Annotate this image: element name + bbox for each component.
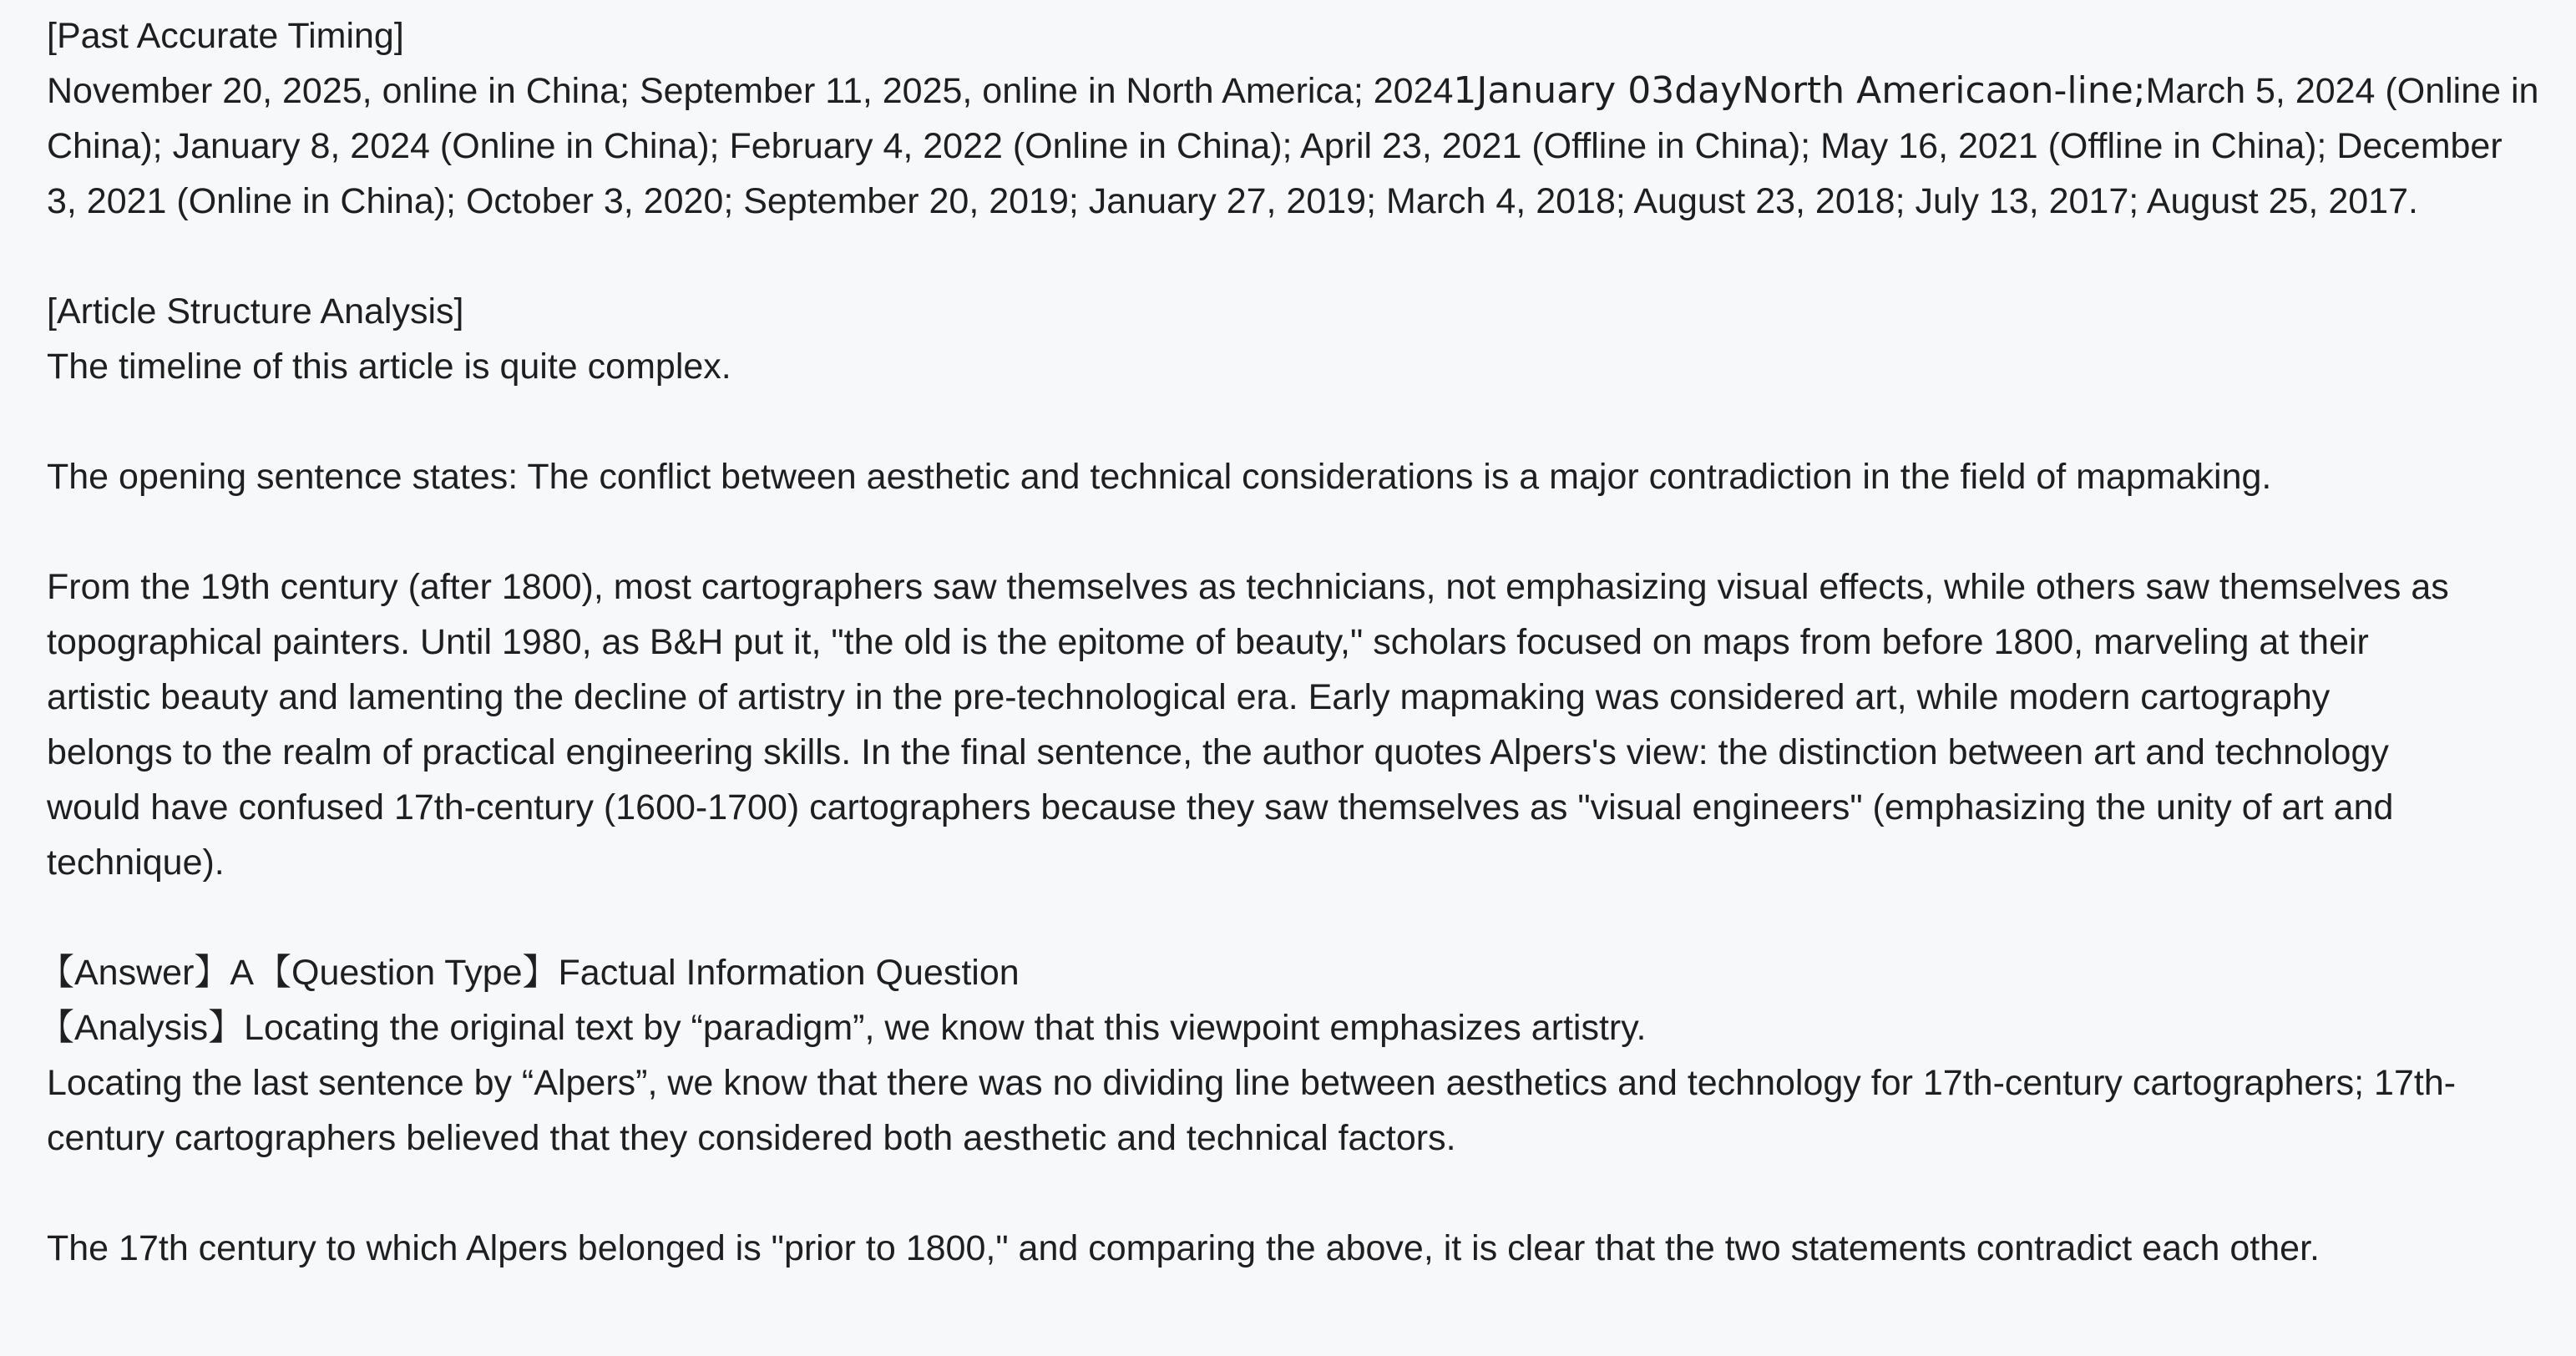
opening-section (47, 449, 2543, 504)
timing-line-1-part-c: March 5, 2024 (Online in (2145, 71, 2539, 111)
structure-line-1: The timeline of this article is quite complex. (47, 347, 731, 387)
timing-line-3: 3, 2021 (Online in China); October 3, 2020; September 20, 2019; January 27, 2019; March 4, 2018; August 23, 2018; July 13, 2017; August 25, 2017. (47, 181, 2418, 221)
structure-heading: [Article Structure Analysis] (47, 291, 464, 331)
opening-line-1: The opening sentence states: The conflict between aesthetic and technical considerations is a major contradiction in the field of mapmaking. (47, 457, 2272, 497)
question-type-line: 【Question Type】Factual Information Question (256, 953, 1020, 993)
timing-line-1-part-b: 1January 03dayNorth Americaon-line; (1453, 69, 2146, 112)
analysis-line: 【Analysis】Locating the original text by “paradigm”, we know that this viewpoint emphasizes artistry. (38, 1008, 1647, 1048)
history-section (47, 559, 2543, 890)
analysis-detail-line-1: Locating the last sentence by “Alpers”, we know that there was no dividing line between aesthetics and technology for 17th-century cartographers; 17th- (47, 1063, 2457, 1103)
timing-section (47, 8, 2543, 229)
timing-line-2: China); January 8, 2024 (Online in China); February 4, 2022 (Online in China); April 23, 2021 (Offline in China); May 16, 2021 (Offline in China); December (47, 126, 2503, 166)
history-line-4: belongs to the realm of practical engineering skills. In the final sentence, the author quotes Alpers's view: the distinction between art and technology (47, 732, 2389, 772)
history-line-3: artistic beauty and lamenting the decline of artistry in the pre-technological era. Early mapmaking was considered art, while modern cartography (47, 677, 2331, 717)
spacer (47, 504, 2543, 559)
analysis-detail-line-2: century cartographers believed that they considered both aesthetic and technical factors. (47, 1118, 1456, 1158)
answer-section (38, 945, 2543, 1166)
history-line-5: would have confused 17th-century (1600-1700) cartographers because they saw themselves as "visual engineers" (emphasizing the unity of art and (47, 787, 2394, 827)
spacer (47, 229, 2543, 284)
timing-line-1 (47, 63, 2543, 119)
structure-section (47, 284, 2543, 394)
spacer (47, 394, 2543, 449)
spacer (47, 1166, 2543, 1221)
history-line-2: topographical painters. Until 1980, as B&H put it, "the old is the epitome of beauty," scholars focused on maps from before 1800, marveling at their (47, 622, 2369, 662)
spacer (47, 890, 2543, 945)
conclusion-line-1: The 17th century to which Alpers belonged is "prior to 1800," and comparing the above, it is clear that the two statements contradict each other. (47, 1228, 2320, 1268)
timing-heading: [Past Accurate Timing] (47, 16, 404, 56)
history-line-6: technique). (47, 842, 225, 883)
conclusion-section (47, 1221, 2543, 1276)
history-line-1: From the 19th century (after 1800), most cartographers saw themselves as technicians, not emphasizing visual effects, while others saw themselves as (47, 567, 2449, 607)
answer-line: 【Answer】A (38, 953, 255, 993)
timing-line-1-part-a: November 20, 2025, online in China; September 11, 2025, online in North America; 2024 (47, 71, 1454, 111)
